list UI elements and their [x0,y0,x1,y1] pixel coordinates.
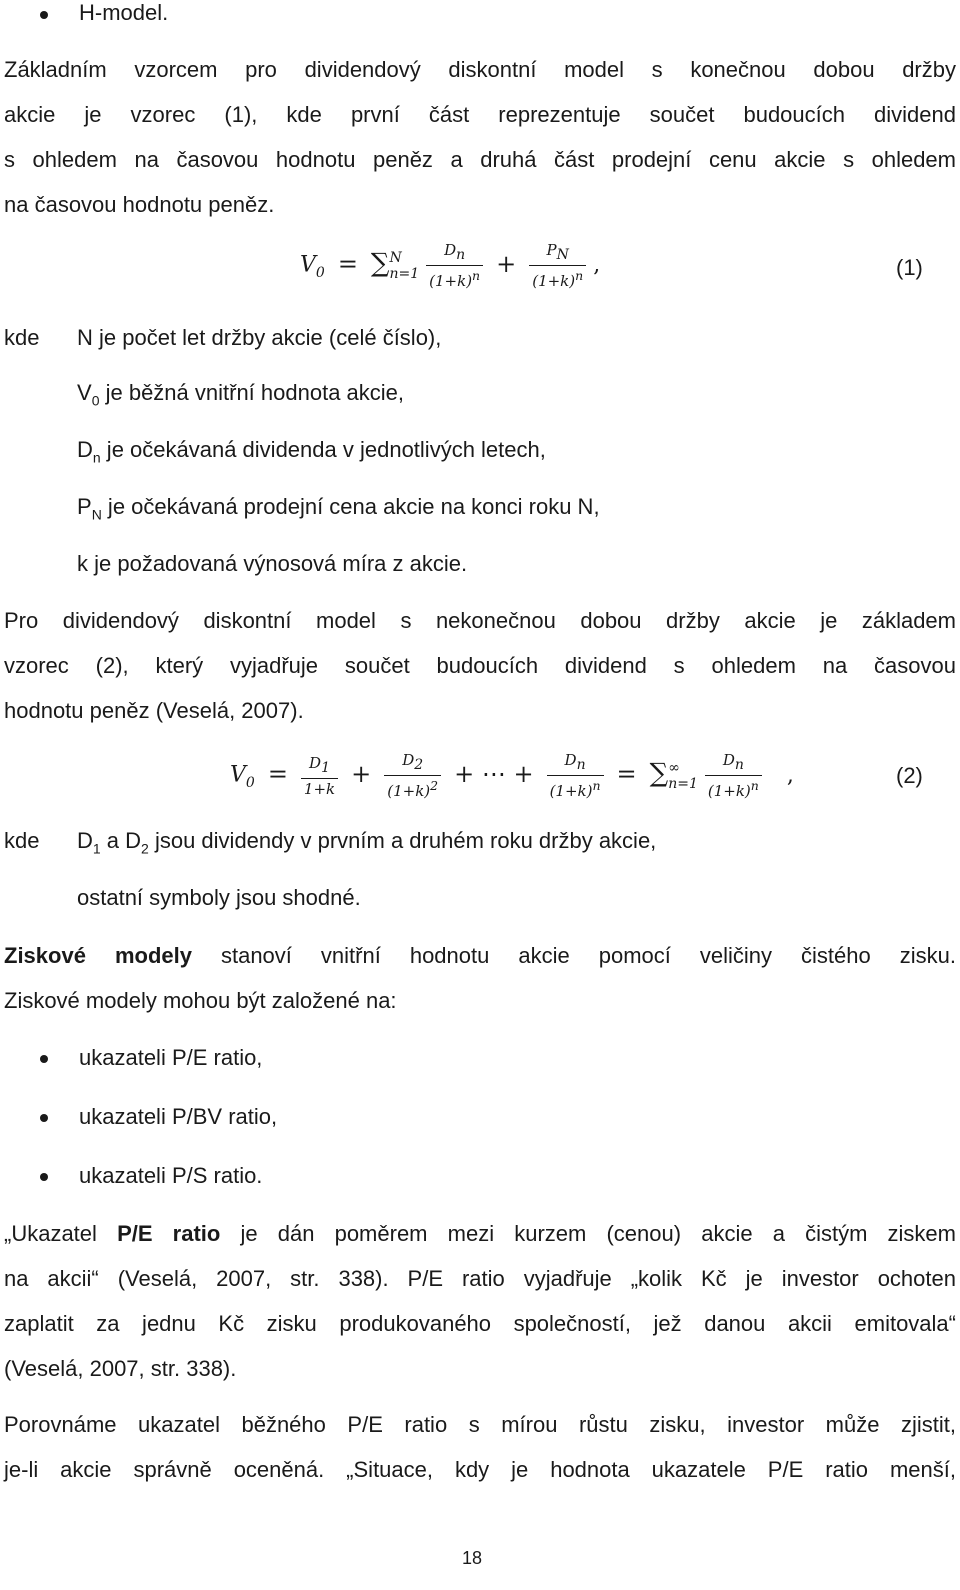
bullet-dot [40,1055,48,1063]
text-line: akcie je vzorec (1), kde první část reprezentuje součet budoucích dividend [4,102,956,127]
text-line: na akcii“ (Veselá, 2007, str. 338). P/E ratio vyjadřuje „kolik Kč je investor ochoten [4,1266,956,1291]
paragraph-comparison [4,1402,956,1492]
bullet-dot [40,11,48,19]
sum-symbol: ∑ [649,758,669,789]
equation-1-label: (1) [896,255,923,280]
text-line: Porovnáme ukazatel běžného P/E ratio s mírou růstu zisku, investor může zjistit, [4,1412,956,1437]
fraction: $\frac{P_N}{(1+k)^n}$ [529,240,586,291]
text-line: (Veselá, 2007, str. 338). [4,1356,237,1381]
kde-label: kde [4,828,40,853]
paragraph-infinite-model [4,598,956,733]
list-item: ukazateli P/BV ratio, [79,1104,278,1129]
text-line: Pro dividendový diskontní model s nekonečnou dobou držby akcie je základem [4,608,956,633]
paragraph-intro [4,47,956,227]
paragraph-earnings-models [4,933,956,1023]
definition: $P_N$ je očekávaná prodejní cena akcie na konci roku N, [77,494,600,523]
text-line: vzorec (2), který vyjadřuje součet budoucích dividend s ohledem na časovou [4,653,956,678]
definition: k je požadovaná výnosová míra z akcie. [77,551,468,576]
list-item: ukazateli P/S ratio. [79,1163,263,1188]
definition: N je počet let držby akcie (celé číslo), [77,325,442,350]
definition: $D_n$ je očekávaná dividenda v jednotlivých letech, [77,437,546,466]
text-line: „Ukazatel P/E ratio je dán poměrem mezi kurzem (cenou) akcie a čistým ziskem [4,1221,956,1246]
fraction: $\frac{D_n}{(1+k)^n}$ [705,750,762,801]
text-line: Základním vzorcem pro dividendový diskontní model s konečnou dobou držby [4,57,956,82]
kde-label: kde [4,325,40,350]
text-line: Ziskové modely stanoví vnitřní hodnotu akcie pomocí veličiny čistého zisku. [4,943,956,968]
text-line: je-li akcie správně oceněná. „Situace, kdy je hodnota ukazatele P/E ratio menší, [4,1457,956,1482]
definition: $V_0$ je běžná vnitřní hodnota akcie, [77,380,405,409]
equation-1: $V_0$ = ∑ N n=1 $\frac{D_n}{(1+k)^n}$ + $\frac{P_N}{(1+k)^n}$ , [300,241,601,290]
definition: $D_1$ a $D_2$ jsou dividendy v prvním a druhém roku držby akcie, [77,828,657,857]
top-bullet-text: H-model. [79,0,169,25]
text-line: Ziskové modely mohou být založené na: [4,988,397,1013]
page-number: 18 [462,1548,483,1568]
sum-symbol: ∑ [370,248,390,279]
equation-2: $V_0$ = $\frac{D_1}{1+k}$ + $\frac{D_2}{(1+k)^2}$ + ⋯ + $\frac{D_n}{(1+k)^n}$ = ∑ ∞ n=1 $\frac{D_n}{(1+k)^n}$ , [230,751,794,800]
list-item: ukazateli P/E ratio, [79,1045,263,1070]
fraction: $\frac{D_1}{1+k}$ [301,753,338,799]
definition: ostatní symboly jsou shodné. [77,885,361,910]
text-line: na časovou hodnotu peněz. [4,192,275,217]
text-line: zaplatit za jednu Kč zisku produkovaného společností, jež danou akcii emitovala“ [4,1311,956,1336]
paragraph-pe-ratio [4,1211,956,1391]
fraction: $\frac{D_n}{(1+k)^n}$ [547,750,604,801]
fraction: $\frac{D_2}{(1+k)^2}$ [384,750,441,801]
bullet-dot [40,1173,48,1181]
text-line: s ohledem na časovou hodnotu peněz a druhá část prodejní cenu akcie s ohledem [4,147,956,172]
text-line: hodnotu peněz (Veselá, 2007). [4,698,304,723]
bullet-dot [40,1114,48,1122]
fraction: $\frac{D_n}{(1+k)^n}$ [426,240,483,291]
equation-2-label: (2) [896,763,923,788]
